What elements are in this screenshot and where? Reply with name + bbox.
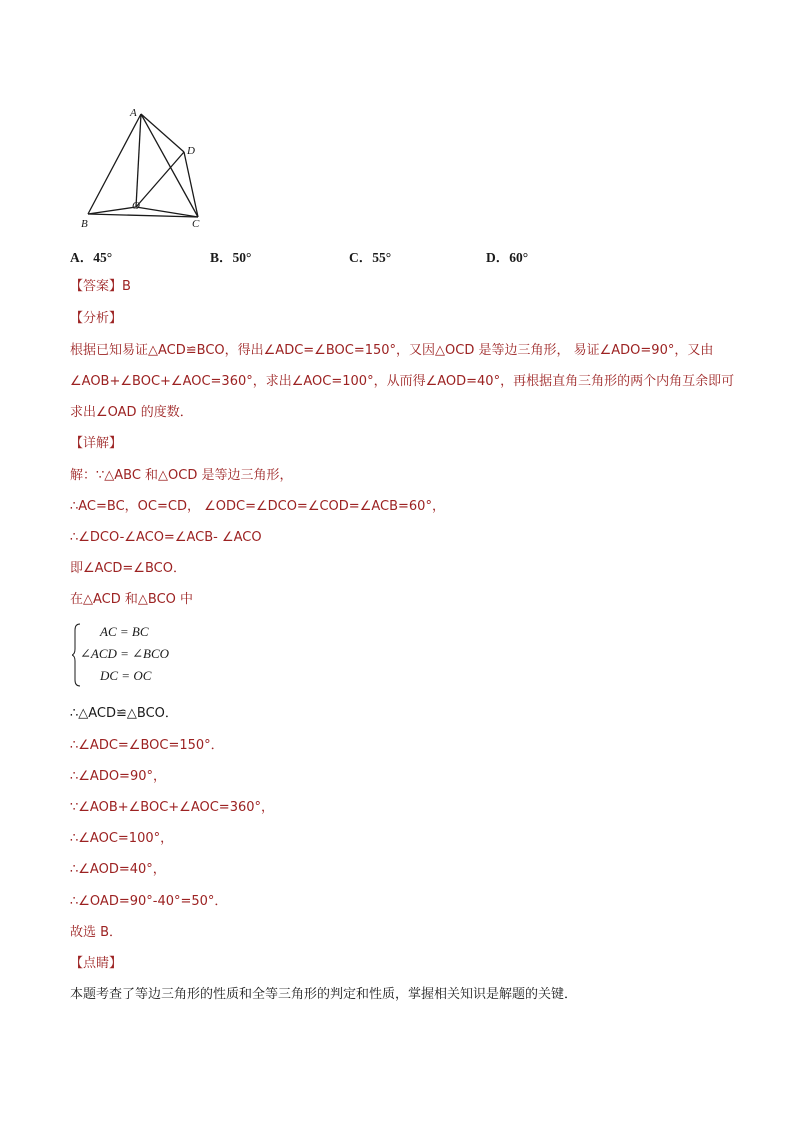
comment-text: 本题考查了等边三角形的性质和全等三角形的判定和性质，掌握相关知识是解题的关键．: [70, 987, 578, 1002]
detail-line: ∴AC=BC，OC=CD， ∠ODC=∠DCO=∠COD=∠ACB=60°，: [70, 499, 445, 514]
choice-c: [349, 246, 391, 266]
analysis-tag: 【分析】: [70, 311, 123, 326]
detail-line: ∴∠OAD=90°-40°=50°．: [70, 894, 228, 909]
detail-line: ∴△ACD≌△BCO．: [70, 706, 178, 721]
segment-AO: [136, 114, 141, 207]
triangle-diagram: [78, 100, 218, 235]
segment-OB: [88, 207, 136, 214]
comment-tag: 【点睛】: [70, 956, 123, 971]
answer-line: [70, 277, 131, 297]
equation-line: DC = OC: [100, 668, 152, 683]
geometry-figure: [78, 100, 218, 235]
choice-value: 50°: [232, 250, 252, 265]
choice-value: 60°: [509, 250, 529, 265]
detail-line: ∵∠AOB+∠BOC+∠AOC=360°，: [70, 800, 275, 815]
label-B: B: [81, 218, 88, 230]
equation-system: [72, 622, 192, 688]
choice-b: [210, 246, 251, 266]
segment-AB: [88, 114, 141, 214]
detail-line: 即∠ACD=∠BCO．: [70, 561, 186, 576]
segment-AC: [141, 114, 198, 217]
detail-line: 故选 B．: [70, 925, 123, 940]
equation-line: AC = BC: [100, 624, 149, 639]
analysis-line: 求出∠OAD 的度数．: [70, 405, 193, 420]
choice-letter: A．: [70, 250, 94, 265]
label-O: O: [132, 200, 140, 212]
answer-choices: [70, 246, 750, 266]
detail-tag: 【详解】: [70, 436, 123, 451]
equation-line: ∠ACD = ∠BCO: [80, 646, 170, 661]
choice-letter: B．: [210, 250, 233, 265]
analysis-line: 根据已知易证△ACD≌BCO，得出∠ADC=∠BOC=150°，又因△OCD 是等边三角形， 易证∠ADO=90°，又由: [70, 343, 714, 358]
answer-value: B: [122, 279, 131, 294]
detail-line: ∴∠ADO=90°，: [70, 769, 166, 784]
segment-AD: [141, 114, 184, 152]
choice-a: [70, 246, 112, 266]
label-C: C: [192, 218, 200, 230]
choice-d: [486, 246, 528, 266]
detail-line: ∴∠ADC=∠BOC=150°．: [70, 738, 224, 753]
label-D: D: [187, 145, 195, 157]
answer-tag: 【答案】: [70, 279, 123, 294]
detail-line: ∴∠AOD=40°，: [70, 862, 166, 877]
detail-line: 在△ACD 和△BCO 中: [70, 592, 194, 607]
choice-letter: D．: [486, 250, 510, 265]
choice-letter: C．: [349, 250, 373, 265]
choice-value: 45°: [93, 250, 113, 265]
detail-line: ∴∠AOC=100°，: [70, 831, 174, 846]
detail-line: 解：∵△ABC 和△OCD 是等边三角形，: [70, 468, 293, 483]
choice-value: 55°: [372, 250, 392, 265]
detail-line: ∴∠DCO-∠ACO=∠ACB- ∠ACO: [70, 530, 262, 545]
segment-DC: [184, 152, 198, 217]
label-A: A: [130, 107, 137, 119]
analysis-line: ∠AOB+∠BOC+∠AOC=360°，求出∠AOC=100°，从而得∠AOD=40°，再根据直角三角形的两个内角互余即可: [70, 374, 735, 389]
